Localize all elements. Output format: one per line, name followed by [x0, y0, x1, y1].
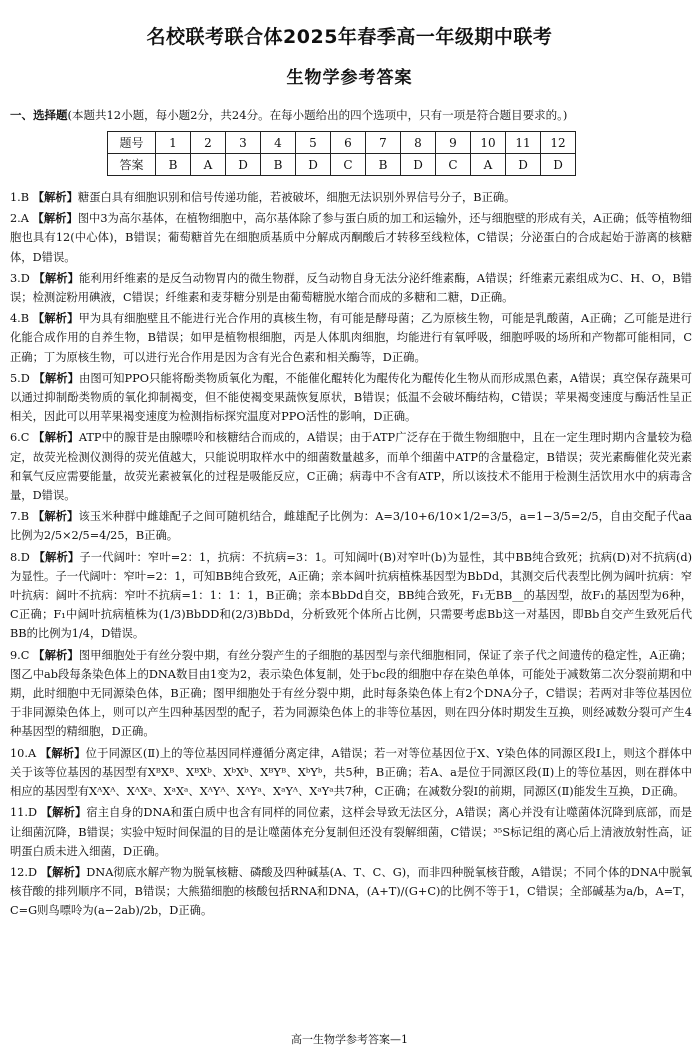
- table-cell: A: [191, 154, 226, 176]
- list-item: [10, 369, 692, 427]
- section-note: (本题共12小题，每小题2分，共24分。在每小题给出的四个选项中，只有一项是符合题目要求的。): [67, 108, 568, 122]
- analysis-tag: 【解析】: [33, 431, 79, 445]
- item-text: 由图可知PPO只能将酚类物质氧化为醌，不能催化醌转化为醌传化为醌传化生物从而形成黑色素，A错误；真空保存蔬果可以通过抑制酚类物质的氧化抑制褐变，但不能使褐变果蔬恢复原状，B错误；低温不会破坏酶结构，C错误；苹果褐变速度与酶活性呈正相关，因此可以用苹果褐变速度为检测指标探究温度对PPO活性的影响，D正确。: [10, 371, 692, 424]
- table-cell: D: [296, 154, 331, 176]
- analysis-tag: 【解析】: [40, 865, 87, 879]
- table-cell: B: [366, 154, 401, 176]
- item-number: 6.C: [10, 431, 30, 445]
- list-item: [10, 309, 692, 367]
- document-subtitle: 生物学参考答案: [286, 68, 413, 88]
- item-text: 甲为具有细胞壁且不能进行光合作用的真核生物，有可能是酵母菌；乙为原核生物，可能是乳酸菌，A正确；乙可能是进行化能合成作用的自养生物，B错误；如甲是植物根细胞，丙是人体肌肉细胞，均能进行有氧呼吸，细胞呼吸的场所和产物都可能相同，C正确；丁为原核生物，可以进行光合作用是因为含有光合色素和相关酶等，D正确。: [10, 312, 692, 364]
- list-item: [10, 507, 692, 545]
- table-cell: 3: [226, 132, 261, 154]
- list-item: [10, 428, 692, 505]
- table-cell: 6: [331, 132, 366, 154]
- exam-title: 名校联考联合体2025年春季高一年级期中联考: [146, 26, 553, 48]
- item-number: 9.C: [10, 648, 30, 662]
- page-footer: 高一生物学参考答案—1: [291, 1033, 408, 1046]
- table-cell: C: [331, 154, 366, 176]
- table-cell: B: [156, 154, 191, 176]
- item-text: 宿主自身的DNA和蛋白质中也含有同样的同位素，这样会导致无法区分，A错误；离心并没有让噬菌体沉降到底部，而是让细菌沉降，B错误；实验中短时间保温的目的是让噬菌体充分复制但还没有裂解细菌，C错误；³⁵S标记组的离心后上清液放射性高，证明蛋白质未进入细菌，D正确。: [10, 806, 692, 858]
- analysis-tag: 【解析】: [32, 212, 78, 226]
- section-label: 一、选择题: [10, 108, 68, 122]
- item-text: 图中3为高尔基体，在植物细胞中，高尔基体除了参与蛋白质的加工和运输外，还与细胞壁的形成有关，A正确；低等植物细胞也具有12(中心体)，B错误；葡萄糖首先在细胞质基质中分解成丙酮酸后才转移至线粒体，C错误；分泌蛋白的合成起始于游离的核糖体，D错误。: [10, 212, 692, 264]
- item-text: 子一代阔叶：窄叶=2：1，抗病：不抗病=3：1。可知阔叶(B)对窄叶(b)为显性，其中BB纯合致死；抗病(D)对不抗病(d)为显性。子一代阔叶：窄叶=2：1，可知BB纯合致死，A正确；亲本阔叶抗病植株基因型为BbDd，其测交后代表型比例为阔叶抗病：窄叶抗病：阔叶不抗病：窄叶不抗病=1：1：1：1，B正确；亲本BbDd自交，BB纯合致死，F₁无BB__的基因型，故F₁的基因型为6种，C正确；F₁中阔叶抗病植株为(1/3)BbDD和(2/3)BbDd，分析致死个体所占比例，只需要考虑Bb这一对基因，即Bb自交产生致死后代BB的比例为1/4，D错误。: [10, 550, 692, 641]
- row-label-number: 题号: [108, 132, 156, 154]
- list-item: [10, 744, 692, 802]
- item-text: DNA彻底水解产物为脱氧核糖、磷酸及四种碱基(A、T、C、G)，而非四种脱氧核苷酸，A错误；不同个体的DNA中脱氧核苷酸的排列顺序不同，B错误；大熊猫细胞的核酸包括RNA和DNA，(A+T)/(G+C)的比例不等于1，C错误；全部碱基为a/b，A=T，C=G则鸟嘌呤为(a−2ab)/2b，D正确。: [10, 865, 692, 918]
- item-number: 4.B: [10, 312, 30, 326]
- table-cell: 11: [506, 132, 541, 154]
- item-number: 11.D: [10, 806, 38, 820]
- explanation-list: [10, 188, 692, 923]
- answer-table: [107, 131, 576, 176]
- analysis-tag: 【解析】: [32, 510, 79, 524]
- item-number: 12.D: [10, 865, 38, 879]
- item-number: 8.D: [10, 550, 30, 564]
- analysis-tag: 【解析】: [39, 746, 86, 760]
- analysis-tag: 【解析】: [33, 550, 80, 564]
- list-item: [10, 269, 692, 307]
- item-text: 图甲细胞处于有丝分裂中期，有丝分裂产生的子细胞的基因型与亲代细胞相同，保证了亲子代之间遗传的稳定性，A正确；图乙中ab段每条染色体上的DNA数目由1变为2，表示染色体复制，处于bc段的细胞中存在染色单体，可能处于减数第二次分裂前期和中期，此时细胞中无同源染色体，B正确；图甲细胞处于有丝分裂中期，此时每条染色体上有2个DNA分子，C错误；若两对非等位基因位于非同源染色体上，则可以产生四种基因型的配子，若为同源染色体上的非等位基因，则在四分体时期发生互换，则经减数分裂可产生4种基因型的精细胞，D正确。: [10, 648, 692, 739]
- table-cell: 8: [401, 132, 436, 154]
- table-cell: D: [541, 154, 576, 176]
- item-number: 3.D: [10, 271, 30, 285]
- table-cell: 9: [436, 132, 471, 154]
- table-row: [108, 154, 576, 176]
- table-cell: C: [436, 154, 471, 176]
- item-number: 7.B: [10, 510, 30, 524]
- table-cell: D: [226, 154, 261, 176]
- item-text: 糖蛋白具有细胞识别和信号传递功能，若被破坏，细胞无法识别外界信号分子，B正确。: [77, 191, 516, 204]
- table-cell: 2: [191, 132, 226, 154]
- item-text: ATP中的腺苷是由腺嘌呤和核糖结合而成的，A错误；由于ATP广泛存在于微生物细胞中，且在一定生理时期内含量较为稳定，故荧光检测仪测得的荧光值越大，只能说明取样水中的细菌数量越多，而单个细菌中ATP的含量稳定，B错误；荧光素酶催化荧光素和氧气反应需要能量，故荧光素被氧化的过程是吸能反应，C正确；病毒中不含有ATP，所以该技术不能用于检测生活饮用水中的病毒含量，D错误。: [10, 431, 692, 503]
- table-cell: 1: [156, 132, 191, 154]
- item-text: 位于同源区(Ⅱ)上的等位基因同样遵循分离定律，A错误；若一对等位基因位于X、Y染色体的同源区段Ⅰ上，则这个群体中关于该等位基因的基因型有XᴮXᴮ、XᴮXᵇ、XᵇXᵇ、XᴮYᴮ、XᵇYᵇ，共5种，B正确；若A、a是位于同源区段(Ⅱ)上的等位基因，则在群体中相应的基因型有XᴬXᴬ、XᴬXᵃ、XᵃXᵃ、XᴬYᴬ、XᴬYᵃ、XᵃYᴬ、XᵃYᵃ共7种，C正确；在减数分裂Ⅰ的前期，同源区(Ⅱ)能发生互换，D正确。: [10, 746, 693, 799]
- table-cell: 4: [261, 132, 296, 154]
- item-text: 该玉米种群中雌雄配子之间可随机结合，雌雄配子比例为：A=3/10+6/10×1/2=3/5，a=1−3/5=2/5，自由交配子代aa比例为2/5×2/5=4/25，B正确。: [10, 510, 692, 543]
- list-item: [10, 548, 692, 644]
- table-cell: D: [506, 154, 541, 176]
- table-cell: D: [401, 154, 436, 176]
- table-cell: 5: [296, 132, 331, 154]
- analysis-tag: 【解析】: [33, 648, 79, 662]
- table-cell: A: [471, 154, 506, 176]
- analysis-tag: 【解析】: [40, 806, 87, 820]
- item-number: 2.A: [10, 212, 29, 226]
- item-number: 10.A: [10, 746, 37, 760]
- list-item: [10, 188, 692, 207]
- section-heading: [10, 107, 690, 123]
- table-cell: B: [261, 154, 296, 176]
- analysis-tag: 【解析】: [33, 371, 80, 385]
- list-item: [10, 646, 692, 742]
- analysis-tag: 【解析】: [32, 191, 78, 204]
- item-number: 1.B: [10, 191, 30, 204]
- list-item: [10, 863, 692, 921]
- item-text: 能利用纤维素的是反刍动物胃内的微生物群，反刍动物自身无法分泌纤维素酶，A错误；纤维素元素组成为C、H、O，B错误；检测淀粉用碘液，C错误；纤维素和麦芽糖分别是由葡萄糖脱水缩合而成的多糖和二糖，D正确。: [10, 271, 692, 305]
- analysis-tag: 【解析】: [33, 271, 79, 285]
- analysis-tag: 【解析】: [32, 312, 79, 326]
- row-label-answer: 答案: [108, 154, 156, 176]
- list-item: [10, 209, 692, 267]
- list-item: [10, 803, 692, 861]
- table-cell: 12: [541, 132, 576, 154]
- table-cell: 10: [471, 132, 506, 154]
- item-number: 5.D: [10, 371, 30, 385]
- table-row: [108, 132, 576, 154]
- table-cell: 7: [366, 132, 401, 154]
